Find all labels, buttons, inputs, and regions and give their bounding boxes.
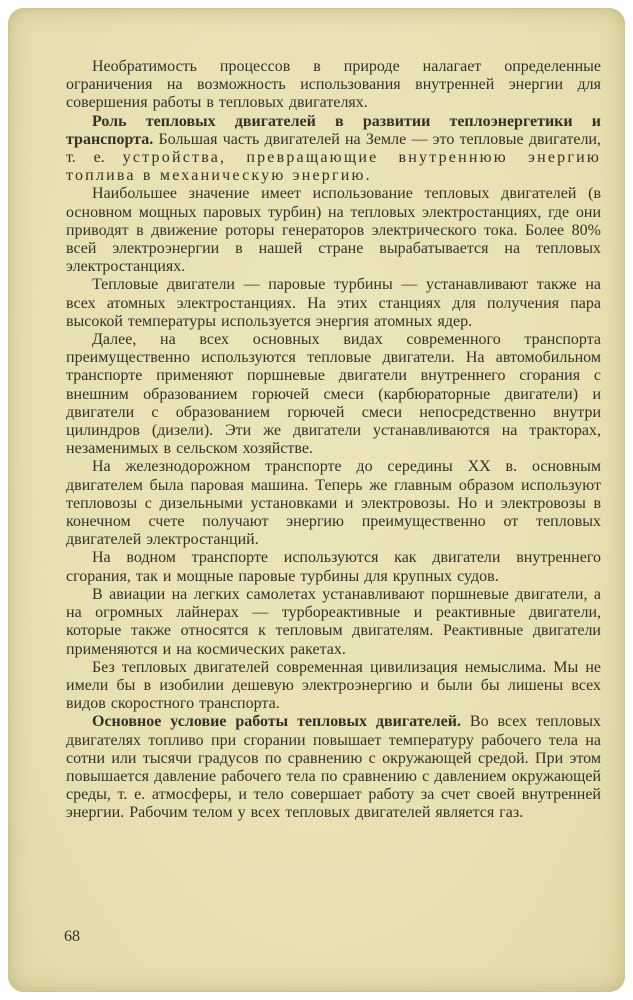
page-number: 68 [64,928,80,945]
text-segment: На железнодорожном транспорте до середины XX в. основным двигателем была паровая машина. Теперь же главным образом используют тепловозы с дизельными установками и электровозы. Но и электровозы в конечном счете получают энергию преимущественно от тепловых двигателей электростанций. [66,458,601,549]
paragraph [66,549,601,585]
paragraph [66,276,601,331]
text-segment: Большая часть двигателей на Земле — это тепловые двигатели, т. е. [66,130,601,167]
page-text-column [66,58,601,823]
text-segment: Далее, на всех основных видах современного транспорта преимущественно используются тепловые двигатели. На автомобильном транспорте применяют поршневые двигатели внутреннего сгорания с внешним образованием горючей смеси (карбюраторные двигатели) и двигатели с образованием горючей смеси непосредственно внутри цилиндров (дизели). Эти же двигатели устанавливаются на тракторах, незаменимых в сельском хозяйстве. [66,331,601,458]
paragraph [66,58,601,113]
text-segment: Тепловые двигатели — паровые турбины — устанавливают также на всех атомных электростанциях. На этих станциях для получения пара высокой температуры используется энергия атомных ядер. [66,276,601,330]
book-page [8,8,625,992]
text-segment: Наибольшее значение имеет использование тепловых двигателей (в основном мощных паровых турбин) на тепловых электростанциях, где они приводят в движение роторы генераторов электрического тока. Более 80% всей электроэнергии в нашей стране вырабатывается на тепловых электростанциях. [66,185,601,276]
text-segment: В авиации на легких самолетах устанавливают поршневые двигатели, а на огромных лайнерах — турбореактивные и реактивные двигатели, которые также относятся к тепловым двигателям. Реактивные двигатели применяются и на космических ракетах. [66,585,601,658]
text-segment: На водном транспорте используются как двигатели внутреннего сгорания, так и мощные паровые турбины для крупных судов. [66,549,601,585]
paragraph [66,113,601,186]
paragraph [66,458,601,549]
paragraph [66,713,601,822]
text-segment: Во всех тепловых двигателях топливо при сгорании повышает температуру рабочего тела на сотни или тысячи градусов по сравнению с окружающей средой. При этом повышается давление рабочего тела по сравнению с давлением окружающей среды, т. е. атмосферы, и тело совершает работу за счет своей внутренней энергии. Рабочим телом у всех тепловых двигателей является газ. [66,713,602,822]
paragraph [66,185,601,276]
text-segment: Необратимость процессов в природе налагает определенные ограничения на возможность использования внутренней энергии для совершения работы в тепловых двигателях. [66,58,601,112]
paragraph [66,331,601,458]
text-segment: Роль тепловых двигателей в развитии теплоэнергетики и транспорта. [66,112,601,148]
paragraph [66,659,601,714]
text-segment: устройства, превращающие внутреннюю энергию топлива в механическую энергию. [66,149,602,185]
text-segment: Без тепловых двигателей современная цивилизация немыслима. Мы не имели бы в изобилии дешевую электроэнергию и были бы лишены всех видов скоростного транспорта. [66,658,601,713]
text-segment: Основное условие работы тепловых двигателей. [92,713,470,731]
paragraph [66,586,601,659]
